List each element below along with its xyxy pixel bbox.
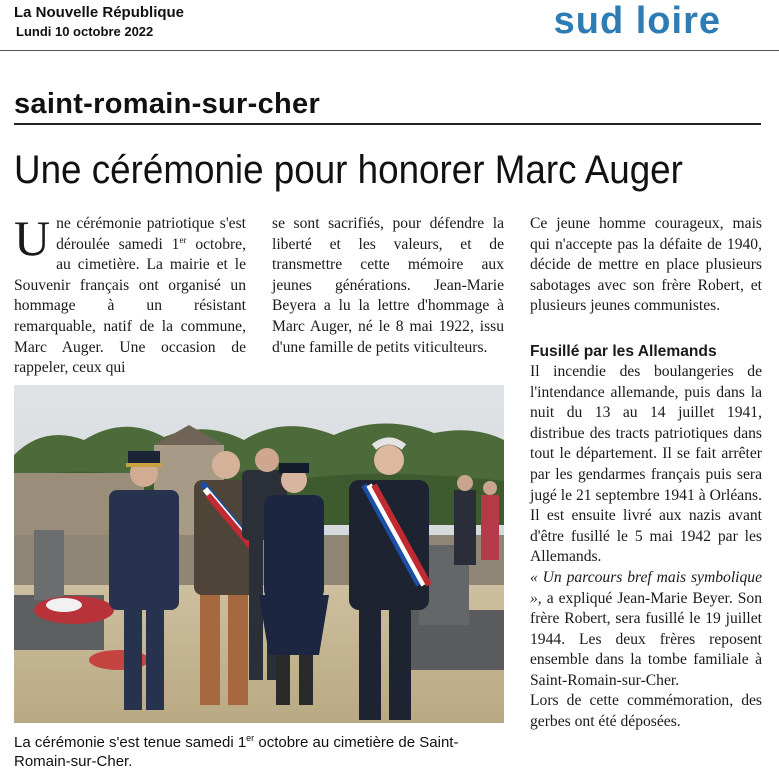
article-column-3 <box>530 214 762 733</box>
column-3-paragraph-2: Il incendie des boulangeries de l'intendance allemande, puis dans la nuit du 13 au 14 juillet 1941, distribue des tracts patriotiques dans tout le département. Il se fait arrêter par les gendarmes français puis sera jugé le 21 septembre 1941 à Orléans. Il est ensuite livré aux nazis avant d'être fusillé le 5 mai 1942 par les Allemands. <box>530 362 762 566</box>
article-column-1 <box>14 210 246 379</box>
article-subheading: Fusillé par les Allemands <box>530 342 717 360</box>
column-3-paragraph-1: Ce jeune homme courageux, mais qui n'accepte pas la défaite de 1940, décide de mettre en place plusieurs sabotages avec son frère Robert, et plusieurs jeunes communistes. <box>530 215 762 315</box>
column-1-text: ne cérémonie patriotique s'est déroulée samedi 1 <box>56 215 246 253</box>
section-title: saint-romain-sur-cher <box>14 88 321 120</box>
article-headline: Une cérémonie pour honorer Marc Auger <box>14 148 683 192</box>
edition-title: sud loire <box>553 0 721 42</box>
caption-text: La cérémonie s'est tenue samedi 1 <box>14 734 247 751</box>
caption-ordinal-suffix: er <box>246 733 255 743</box>
caption-text-cont: octobre au cimetière de Saint-Romain-sur-Cher. <box>14 734 459 770</box>
pull-quote: « Un parcours bref mais symbolique » <box>530 568 762 607</box>
ordinal-suffix: er <box>179 234 187 245</box>
column-3-paragraph-4: Lors de cette commémoration, des gerbes ont été déposées. <box>530 692 762 731</box>
column-1-text-cont: octobre, au cimetière. La mairie et le Souvenir français ont organisé un hommage à un résistant remarquable, natif de la commune, Marc Auger. Une occasion de rappeler, ceux qui <box>14 235 246 377</box>
column-2-text: se sont sacrifiés, pour défendre la liberté et les valeurs, et de transmettre cette mémoire aux jeunes générations. Jean-Marie Beyera a lu la lettre d'hommage à Marc Auger, né le 8 mai 1922, issu d'une famille de petits viticulteurs. <box>272 215 504 356</box>
column-3-paragraph-3: , a expliqué Jean-Marie Beyer. Son frère Robert, sera fusillé le 19 juillet 1944. Les deux frères reposent ensemble dans la tombe familiale à Saint-Romain-sur-Cher. <box>530 589 762 689</box>
article-column-2 <box>272 214 504 358</box>
drop-cap: U <box>14 210 51 266</box>
section-rule <box>14 123 761 125</box>
newspaper-name: La Nouvelle République <box>14 4 185 21</box>
header-rule <box>0 50 779 51</box>
issue-date: Lundi 10 octobre 2022 <box>16 24 154 39</box>
ceremony-photo <box>14 385 504 723</box>
photo-caption <box>14 733 504 771</box>
